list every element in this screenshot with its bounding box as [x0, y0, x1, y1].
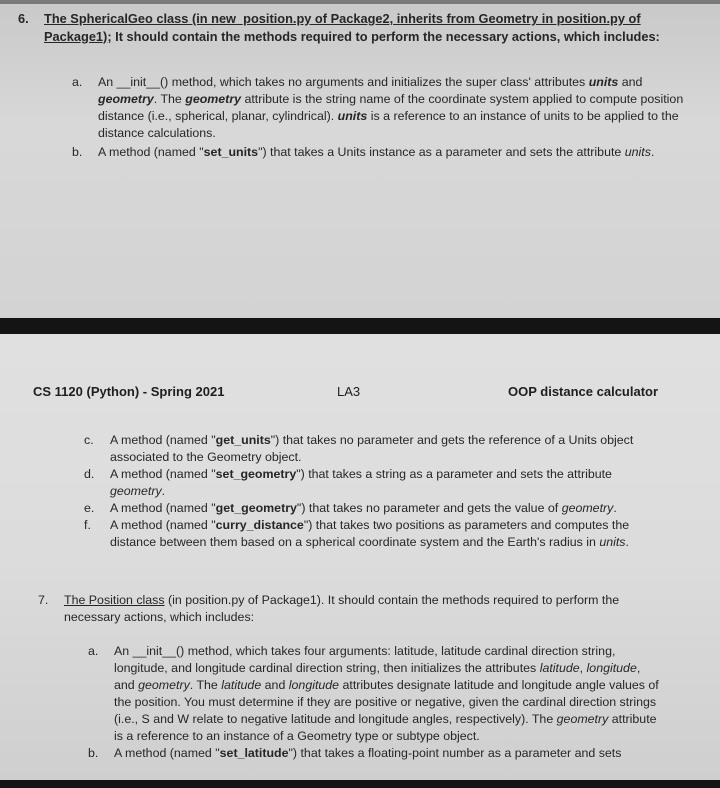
- list-item-6a: a. An __init__() method, which takes no arguments and initializes the super class' attributes units and geometry. The geometry attribute is the string name of the coordinate system applied to compute position distance (i.e., spherical, planar, cylindrical). units is a reference to an instance of units to be applied to the distance calculations.: [72, 75, 684, 140]
- list-item-7b: b. A method (named "set_latitude") that takes a floating-point number as a parameter and sets: [88, 746, 622, 760]
- question-6-intro: ; It should contain the methods required to perform the necessary actions, which includes:: [107, 29, 660, 44]
- question-7-number: 7.: [38, 593, 49, 607]
- question-6: [18, 10, 694, 46]
- question-7-title: The Position class: [64, 593, 165, 607]
- list-item-7a: a. An __init__() method, which takes four arguments: latitude, latitude cardinal direction string, longitude, and longitude cardinal direction string, then initializes the attributes latitude, longitude, and geometry. The latitude and longitude attributes designate latitude and longitude angle values of the position. You must determine if they are positive or negative, given the cardinal direction strings (i.e., S and W relate to negative latitude and longitude angles, respectively). The geometry attribute is a reference to an instance of a Geometry type or subtype object.: [88, 644, 659, 743]
- bottom-page: [0, 334, 720, 780]
- question-7-items: [88, 643, 660, 762]
- header-assignment: LA3: [337, 384, 361, 399]
- list-item-6b: b. A method (named "set_units") that takes a Units instance as a parameter and sets the attribute units.: [72, 145, 655, 159]
- question-7: [38, 592, 666, 626]
- question-6-title: The SphericalGeo class (in new_position.py of Package2, inherits from Geometry in position.py of Package1): [44, 11, 641, 44]
- list-item-6c: c. A method (named "get_units") that takes no parameter and gets the reference of a Units object associated to the Geometry object.: [84, 433, 634, 464]
- top-edge: [0, 0, 720, 4]
- list-item-6d: d. A method (named "set_geometry") that takes a string as a parameter and sets the attribute geometry.: [84, 467, 612, 498]
- question-7-intro: (in position.py of Package1). It should contain the methods required to perform the necessary actions, which includes:: [64, 593, 620, 624]
- question-6-number: 6.: [18, 11, 29, 26]
- header-course: CS 1120 (Python) - Spring 2021: [33, 384, 225, 399]
- question-6-items-continued: [84, 432, 668, 551]
- question-6-items-top: [72, 74, 684, 161]
- list-item-6e: e. A method (named "get_geometry") that takes no parameter and gets the value of geometry.: [84, 501, 617, 515]
- header-project: OOP distance calculator: [508, 384, 659, 399]
- list-item-6f: f. A method (named "curry_distance") that takes two positions as parameters and computes the distance between them based on a spherical coordinate system and the Earth's radius in units.: [84, 518, 630, 549]
- top-page: [0, 0, 720, 318]
